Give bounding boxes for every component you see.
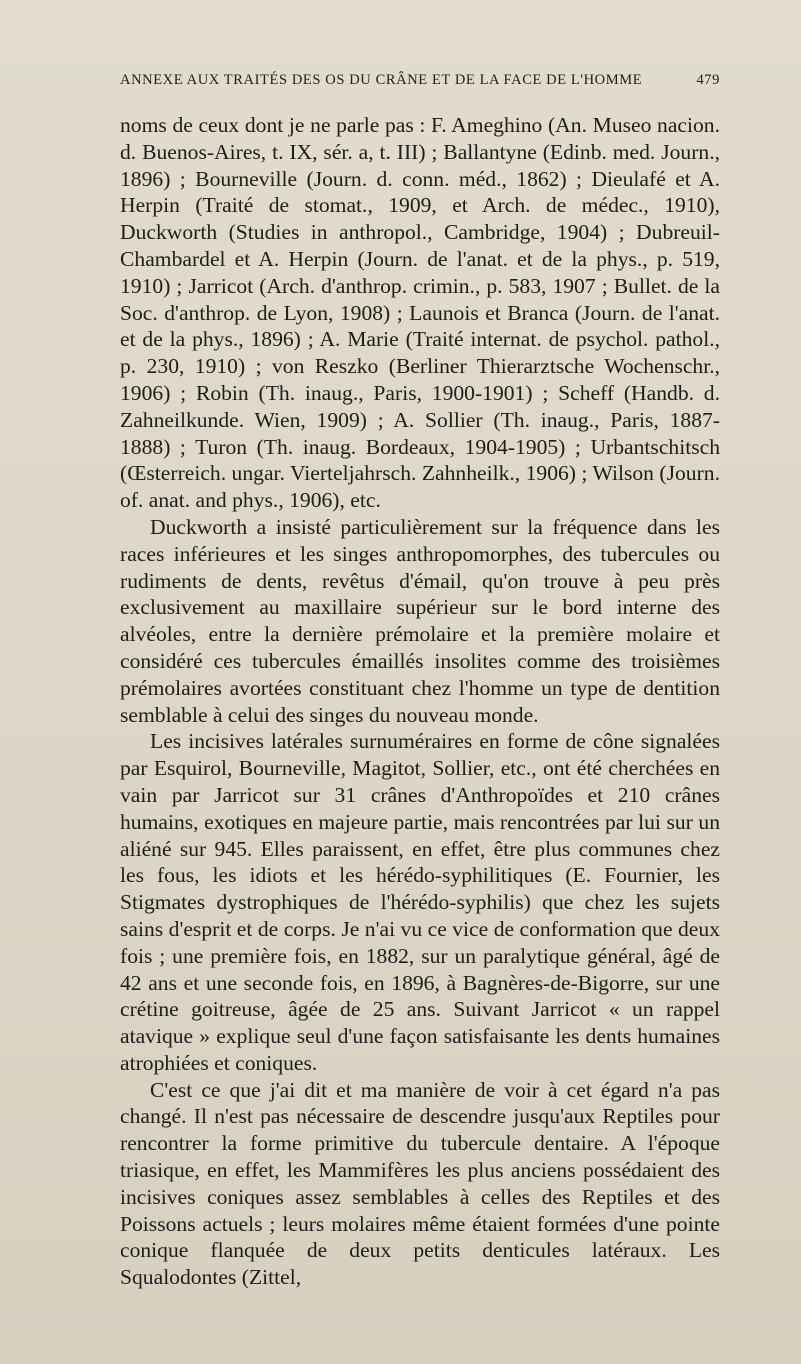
body-text — [120, 112, 720, 1291]
page-number: 479 — [696, 72, 720, 88]
running-title: ANNEXE AUX TRAITÉS DES OS DU CRÂNE ET DE LA FACE DE L'HOMME — [120, 72, 643, 88]
paragraph-references: noms de ceux dont je ne parle pas : F. Ameghino (An. Museo nacion. d. Buenos-Aires, t. IX, sér. a, t. III) ; Ballantyne (Edinb. med. Journ., 1896) ; Bourneville (Journ. d. conn. méd., 1862) ; Dieulafé et A. Herpin (Traité de stomat., 1909, et Arch. de médec., 1910), Duckworth (Studies in anthropol., Cambridge, 1904) ; Dubreuil-Chambardel et A. Herpin (Journ. de l'anat. et de la phys., p. 519, 1910) ; Jarricot (Arch. d'anthrop. crimin., p. 583, 1907 ; Bullet. de la Soc. d'anthrop. de Lyon, 1908) ; Launois et Branca (Journ. de l'anat. et de la phys., 1896) ; A. Marie (Traité internat. de psychol. pathol., p. 230, 1910) ; von Reszko (Berliner Thierarztsche Wochenschr., 1906) ; Robin (Th. inaug., Paris, 1900-1901) ; Scheff (Handb. d. Zahneilkunde. Wien, 1909) ; A. Sollier (Th. inaug., Paris, 1887-1888) ; Turon (Th. inaug. Bordeaux, 1904-1905) ; Urbantschitsch (Œsterreich. ungar. Vierteljahrsch. Zahnheilk., 1906) ; Wilson (Journ. of. anat. and phys., 1906), etc. — [120, 113, 720, 513]
paragraph-reptiles: C'est ce que j'ai dit et ma manière de voir à cet égard n'a pas changé. Il n'est pas nécessaire de descendre jusqu'aux Reptiles pour rencontrer la forme primitive du tubercule dentaire. A l'époque triasique, en effet, les Mammifères les plus anciens possédaient des incisives coniques assez semblables à celles des Reptiles et des Poissons actuels ; leurs molaires même étaient formées d'une pointe conique flanquée de deux petits denticules latéraux. Les Squalodontes (Zittel, — [120, 1077, 720, 1290]
running-head — [120, 72, 720, 89]
paragraph-incisives: Les incisives latérales surnuméraires en forme de cône signalées par Esquirol, Bourneville, Magitot, Sollier, etc., ont été cherchées en vain par Jarricot sur 31 crânes d'Anthropoïdes et 210 crânes humains, exotiques en majeure partie, mais rencontrées par lui sur un aliéné sur 945. Elles paraissent, en effet, être plus communes chez les fous, les idiots et les hérédo-syphilitiques (E. Fournier, les Stigmates dystrophiques de l'hérédo-syphilis) que chez les sujets sains d'esprit et de corps. Je n'ai vu ce vice de conformation que deux fois ; une première fois, en 1882, sur un paralytique général, âgé de 42 ans et une seconde fois, en 1896, à Bagnères-de-Bigorre, sur une crétine goitreuse, âgée de 25 ans. Suivant Jarricot « un rappel atavique » explique seul d'une façon satisfaisante les dents humaines atrophiées et coniques. — [120, 729, 720, 1075]
paragraph-duckworth: Duckworth a insisté particulièrement sur la fréquence dans les races inférieures et les singes anthropomorphes, des tubercules ou rudiments de dents, revêtus d'émail, qu'on trouve à peu près exclusivement au maxillaire supérieur sur le bord interne des alvéoles, entre la dernière prémolaire et la première molaire et considéré ces tubercules émaillés insolites comme des troisièmes prémolaires avortées constituant chez l'homme un type de dentition semblable à celui des singes du nouveau monde. — [120, 514, 720, 727]
